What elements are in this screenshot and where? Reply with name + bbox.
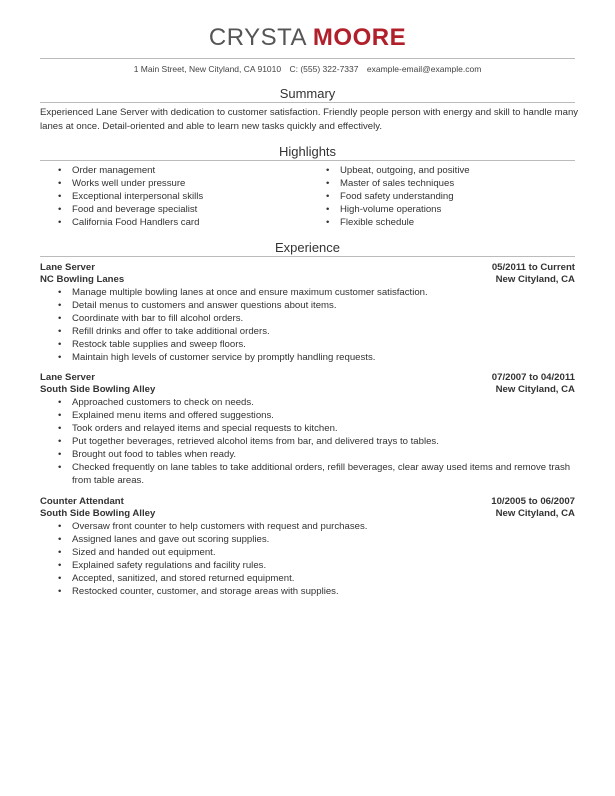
list-item: • Food safety understanding <box>326 190 470 203</box>
job-company-row <box>40 384 575 396</box>
job-role-row <box>40 496 575 508</box>
email: example-email@example.com <box>366 64 482 74</box>
experience-title: Experience <box>274 240 341 255</box>
job-company: NC Bowling Lanes <box>40 274 125 285</box>
list-item: • Explained menu items and offered suggestions. <box>40 409 575 422</box>
list-item: • Sized and handed out equipment. <box>40 546 575 559</box>
list-item: • Manage multiple bowling lanes at once and ensure maximum customer satisfaction. <box>40 286 575 299</box>
list-item: • Put together beverages, retrieved alcohol items from bar, and delivered trays to tables. <box>40 435 575 448</box>
job-company: South Side Bowling Alley <box>40 508 156 519</box>
list-item: • Checked frequently on lane tables to take additional orders, refill beverages, clear away used items and remove trash from table areas. <box>40 461 575 487</box>
list-item: • Works well under pressure <box>58 177 203 190</box>
list-item: • Flexible schedule <box>326 216 470 229</box>
candidate-name <box>0 24 615 52</box>
header-divider <box>40 58 575 59</box>
highlights-left-list <box>58 164 203 229</box>
job-location: New Cityland, CA <box>495 384 575 395</box>
job-duties <box>40 520 575 598</box>
last-name: MOORE <box>312 24 407 51</box>
job-entry-2 <box>40 372 575 487</box>
list-item: • Assigned lanes and gave out scoring supplies. <box>40 533 575 546</box>
list-item: • Order management <box>58 164 203 177</box>
list-item: • Took orders and relayed items and special requests to kitchen. <box>40 422 575 435</box>
job-location: New Cityland, CA <box>495 274 575 285</box>
job-duties <box>40 286 575 364</box>
list-item: • Upbeat, outgoing, and positive <box>326 164 470 177</box>
job-dates: 05/2011 to Current <box>491 262 575 273</box>
list-item: • California Food Handlers card <box>58 216 203 229</box>
job-duties <box>40 396 575 487</box>
highlights-right-list <box>326 164 470 229</box>
list-item: • Approached customers to check on needs. <box>40 396 575 409</box>
first-name: CRYSTA <box>208 24 306 51</box>
job-role-row <box>40 372 575 384</box>
job-company: South Side Bowling Alley <box>40 384 156 395</box>
job-company-row <box>40 274 575 286</box>
list-item: • Restocked counter, customer, and storage areas with supplies. <box>40 585 575 598</box>
list-item: • High-volume operations <box>326 203 470 216</box>
list-item: • Detail menus to customers and answer questions about items. <box>40 299 575 312</box>
job-role: Lane Server <box>40 372 95 383</box>
job-role-row <box>40 262 575 274</box>
list-item: • Coordinate with bar to fill alcohol orders. <box>40 312 575 325</box>
job-entry-1 <box>40 262 575 364</box>
contact-line <box>0 64 615 74</box>
job-role: Lane Server <box>40 262 95 273</box>
list-item: • Food and beverage specialist <box>58 203 203 216</box>
list-item: • Oversaw front counter to help customers with request and purchases. <box>40 520 575 533</box>
list-item: • Brought out food to tables when ready. <box>40 448 575 461</box>
job-role: Counter Attendant <box>40 496 124 507</box>
job-location: New Cityland, CA <box>495 508 575 519</box>
list-item: • Exceptional interpersonal skills <box>58 190 203 203</box>
list-item: • Explained safety regulations and facility rules. <box>40 559 575 572</box>
job-dates: 07/2007 to 04/2011 <box>491 372 575 383</box>
list-item: • Master of sales techniques <box>326 177 470 190</box>
list-item: • Maintain high levels of customer service by promptly handling requests. <box>40 351 575 364</box>
highlights-title: Highlights <box>278 144 337 159</box>
experience-divider <box>40 256 575 257</box>
summary-title: Summary <box>279 86 336 101</box>
address: 1 Main Street, New Cityland, CA 91010 <box>133 64 282 74</box>
summary-text: Experienced Lane Server with dedication to customer satisfaction. Friendly people person with energy and skill to handle many lanes at once. Detail-oriented and able to learn new tasks quickly and effectively. <box>40 107 579 132</box>
job-company-row <box>40 508 575 520</box>
list-item: • Refill drinks and offer to take additional orders. <box>40 325 575 338</box>
list-item: • Accepted, sanitized, and stored returned equipment. <box>40 572 575 585</box>
list-item: • Restock table supplies and sweep floors. <box>40 338 575 351</box>
job-entry-3 <box>40 496 575 598</box>
highlights-divider <box>40 160 575 161</box>
summary-divider <box>40 102 575 103</box>
job-dates: 10/2005 to 06/2007 <box>491 496 575 507</box>
phone: C: (555) 322-7337 <box>289 64 359 74</box>
